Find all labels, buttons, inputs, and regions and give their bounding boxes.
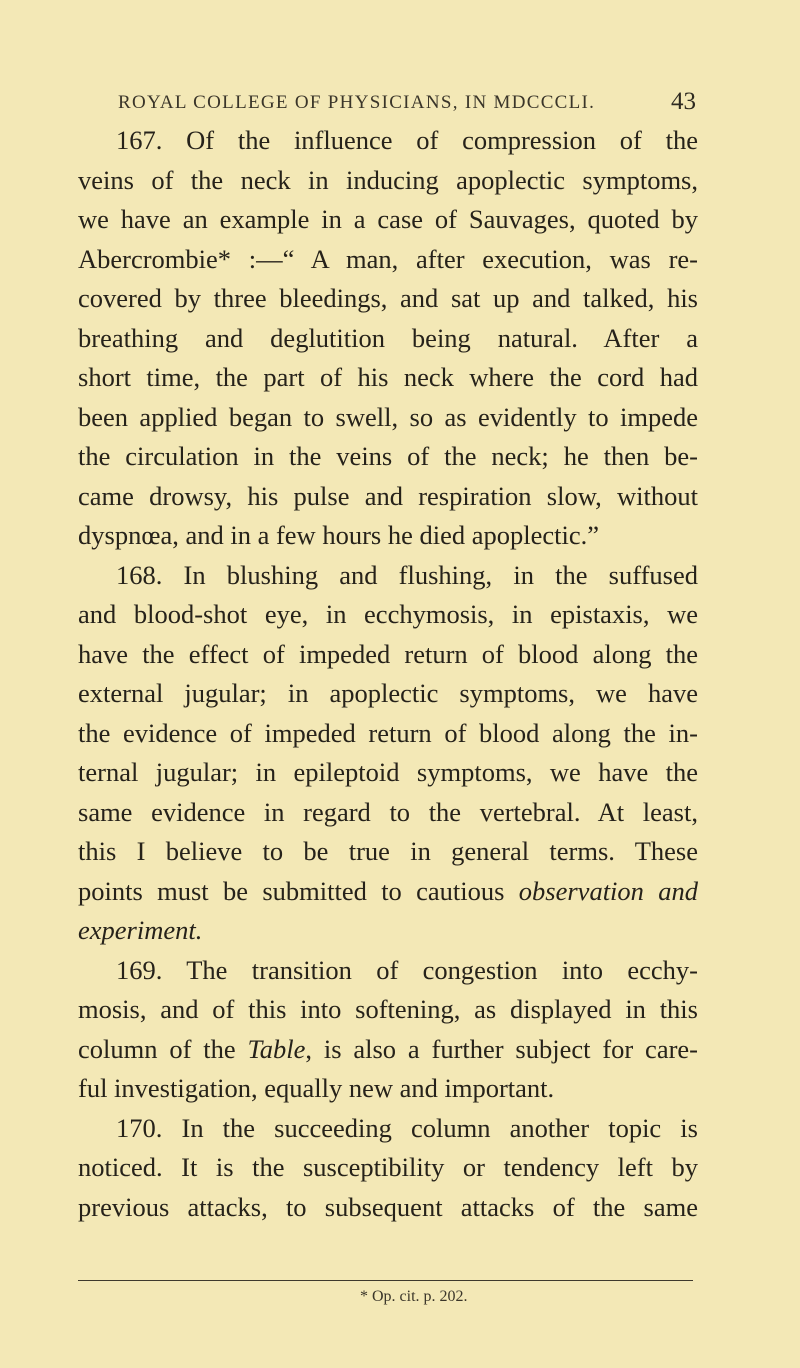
text-line: dyspnœa, and in a few hours he died apoplectic.” — [78, 520, 599, 550]
italic-phrase: experiment. — [78, 915, 203, 945]
text-line: previous attacks, to subsequent attacks of the same — [78, 1191, 698, 1222]
page-number: 43 — [671, 88, 696, 115]
italic-phrase: Table — [247, 1033, 306, 1064]
footnote: * Op. cit. p. 202. — [360, 1288, 468, 1305]
body-text — [78, 121, 698, 1227]
text-line: Abercrombie* :—“ A man, after execution, was re- — [78, 243, 698, 274]
text-line: have the effect of impeded return of blood along the — [78, 638, 698, 669]
text-line: been applied began to swell, so as evidently to impede — [78, 401, 698, 432]
text-line: this I believe to be true in general terms. These — [78, 836, 698, 866]
text-line — [78, 911, 698, 951]
text-line: points must be submitted to cautious observation and — [78, 875, 699, 906]
text-line: external jugular; in apoplectic symptoms, we have — [78, 678, 698, 708]
text-line: the evidence of impeded return of blood along the in- — [78, 717, 698, 748]
text-line: noticed. It is the susceptibility or tendency left by — [78, 1152, 698, 1182]
text-line: 167. Of the influence of compression of the — [116, 125, 698, 155]
text-line: came drowsy, his pulse and respiration slow, without — [78, 480, 698, 511]
text-line: veins of the neck in inducing apoplectic symptoms, — [78, 164, 698, 195]
text-line: same evidence in regard to the vertebral. At least, — [78, 796, 698, 827]
text-line: short time, the part of his neck where the cord had — [78, 362, 698, 392]
text-line: column of the Table, is also a further subject for care- — [78, 1033, 698, 1064]
text-line: we have an example in a case of Sauvages, quoted by — [78, 204, 698, 234]
text-line: 168. In blushing and flushing, in the suffused — [116, 559, 698, 590]
text-line: 169. The transition of congestion into ecchy- — [116, 954, 698, 985]
footnote-rule — [78, 1280, 693, 1281]
italic-phrase: observation and — [518, 875, 699, 906]
text-line: the circulation in the veins of the neck; he then be- — [78, 441, 698, 471]
text-line: covered by three bleedings, and sat up and talked, his — [78, 283, 698, 313]
text-line: 170. In the succeeding column another topic is — [116, 1112, 698, 1143]
running-head: ROYAL COLLEGE OF PHYSICIANS, IN MDCCCLI. — [118, 92, 596, 113]
text-line: ternal jugular; in epileptoid symptoms, we have the — [78, 757, 698, 787]
text-line: breathing and deglutition being natural. After a — [78, 322, 698, 353]
text-line: mosis, and of this into softening, as displayed in this — [78, 994, 698, 1024]
text-line: and blood-shot eye, in ecchymosis, in epistaxis, we — [78, 599, 698, 629]
text-line: ful investigation, equally new and important. — [78, 1073, 555, 1103]
